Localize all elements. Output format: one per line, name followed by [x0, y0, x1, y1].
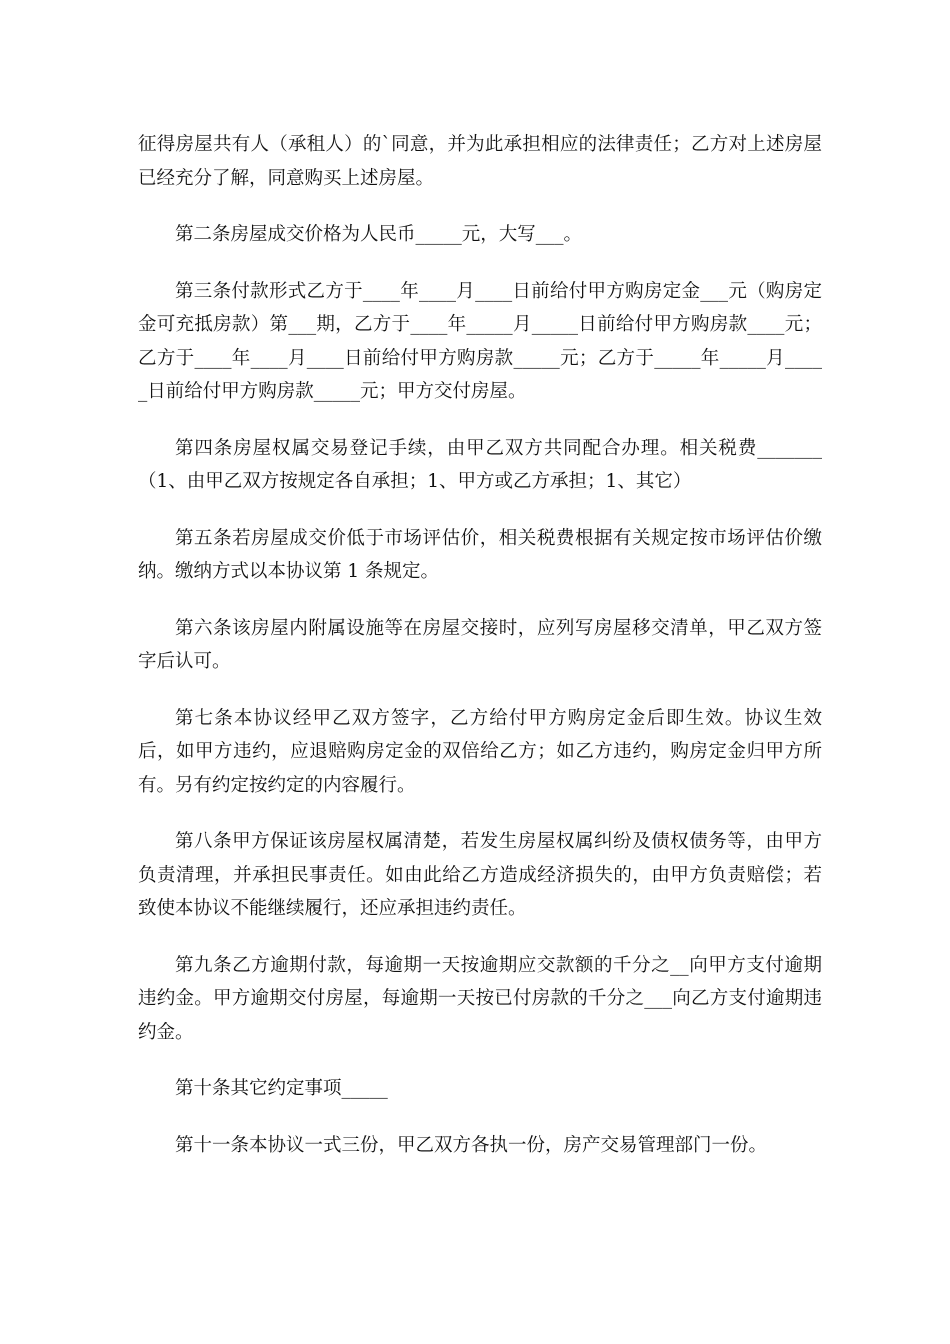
paragraph-3-payment: 第三条付款形式乙方于____年____月____日前给付甲方购房定金___元（购房定金可充抵房款）第___期，乙方于____年_____月_____日前给付甲方购房款____元；乙方于____年____月____日前给付甲方购房款_____元；乙方于_____年_____月_____日前给付甲方购房款_____元；甲方交付房屋。 [138, 280, 822, 402]
paragraph-9-penalty: 第九条乙方逾期付款，每逾期一天按逾期应交款额的千分之__向甲方支付逾期违约金。甲方逾期交付房屋，每逾期一天按已付房款的千分之___向乙方支付逾期违约金。 [138, 954, 822, 1043]
paragraph-6-handover: 第六条该房屋内附属设施等在房屋交接时，应列写房屋移交清单，甲乙双方签字后认可。 [138, 617, 822, 672]
paragraph-8-guarantee: 第八条甲方保证该房屋权属清楚，若发生房屋权属纠纷及债权债务等，由甲方负责清理，并承担民事责任。如由此给乙方造成经济损失的，由甲方负责赔偿；若致使本协议不能继续履行，还应承担违约责任。 [138, 831, 822, 919]
paragraph-7-effect: 第七条本协议经甲乙双方签字，乙方给付甲方购房定金后即生效。协议生效后，如甲方违约，应退赔购房定金的双倍给乙方；如乙方违约，购房定金归甲方所有。另有约定按约定的内容履行。 [138, 707, 822, 796]
paragraph-10-other: 第十条其它约定事项_____ [175, 1078, 388, 1099]
paragraph-11-copies: 第十一条本协议一式三份，甲乙双方各执一份，房产交易管理部门一份。 [175, 1134, 768, 1156]
document-body [138, 128, 822, 1185]
paragraph-4-registration: 第四条房屋权属交易登记手续，由甲乙双方共同配合办理。相关税费_______（1、由甲乙双方按规定各自承担；1、甲方或乙方承担；1、其它） [138, 437, 822, 492]
paragraph-1: 征得房屋共有人（承租人）的`同意，并为此承担相应的法律责任；乙方对上述房屋已经充分了解，同意购买上述房屋。 [138, 134, 822, 189]
paragraph-5-taxes: 第五条若房屋成交价低于市场评估价，相关税费根据有关规定按市场评估价缴纳。缴纳方式以本协议第 1 条规定。 [138, 527, 822, 582]
paragraph-2-price: 第二条房屋成交价格为人民币_____元，大写___。 [175, 224, 583, 245]
